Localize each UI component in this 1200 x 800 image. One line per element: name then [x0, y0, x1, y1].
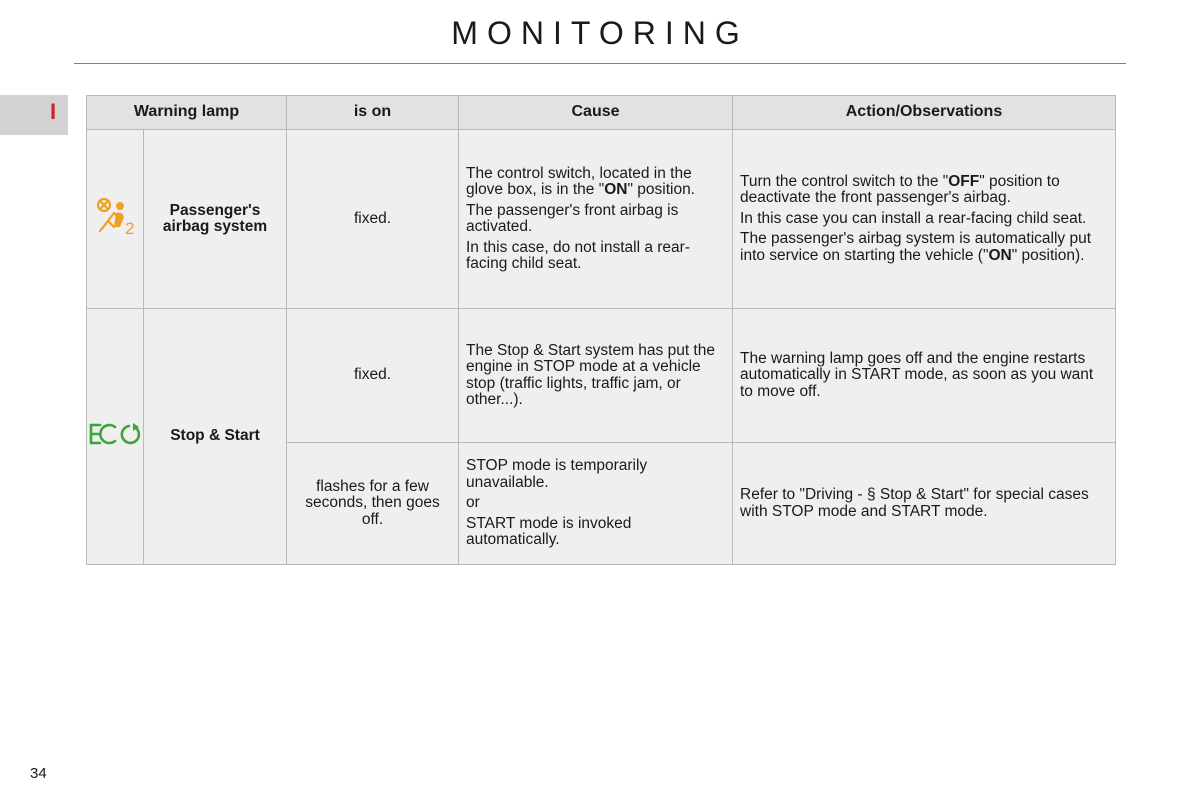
- cause-airbag-p1: The control switch, located in the glove box, is in the "ON" position.: [466, 164, 695, 198]
- cause-stop-start-flashes: [459, 443, 733, 565]
- cause-stop-start-flashes-p2: or: [466, 494, 480, 512]
- eco-icon: [88, 422, 142, 446]
- passenger-airbag-off-icon: [94, 197, 136, 237]
- column-header-cause: Cause: [459, 96, 733, 130]
- page-title: MONITORING: [451, 15, 749, 51]
- action-airbag-p1: Turn the control switch to the "OFF" position to deactivate the front passenger's airbag.: [740, 172, 1060, 207]
- airbag-icon-cell: [87, 130, 144, 309]
- table-header-row: [87, 96, 1116, 130]
- lamp-name-stop-start: Stop & Start: [144, 309, 287, 565]
- cause-airbag-p2: The passenger's front airbag is activated.: [466, 201, 679, 235]
- cause-stop-start-fixed-text: The Stop & Start system has put the engine in STOP mode at a vehicle stop (traffic lights, traffic jam, or other...).: [466, 341, 715, 408]
- warning-lamp-table: [86, 95, 1116, 565]
- action-stop-start-fixed: [733, 309, 1116, 443]
- cause-airbag-p3: In this case, do not install a rear-facing child seat.: [466, 238, 691, 272]
- chapter-tab[interactable]: [0, 95, 68, 135]
- cause-stop-start-flashes-p1: STOP mode is temporarily unavailable.: [466, 457, 648, 491]
- is-on-stop-start-fixed: fixed.: [287, 309, 459, 443]
- table-row-stop-start-fixed: [87, 309, 1116, 443]
- chapter-tab-label: I: [50, 99, 57, 124]
- action-stop-start-flashes-text: Refer to "Driving - § Stop & Start" for special cases with STOP mode and START mode.: [740, 486, 1089, 520]
- column-header-warning-lamp: Warning lamp: [87, 96, 287, 130]
- action-airbag-p3: The passenger's airbag system is automatically put into service on starting the vehicle ("ON" position).: [740, 230, 1092, 264]
- action-airbag-p2: In this case you can install a rear-facing child seat.: [740, 209, 1087, 227]
- column-header-action: Action/Observations: [733, 96, 1116, 130]
- is-on-airbag: fixed.: [287, 130, 459, 309]
- is-on-stop-start-flashes: flashes for a few seconds, then goes off.: [287, 443, 459, 565]
- lamp-name-passenger-airbag: Passenger's airbag system: [144, 130, 287, 309]
- action-airbag: [733, 130, 1116, 309]
- table-row-passenger-airbag: [87, 130, 1116, 309]
- action-stop-start-fixed-text: The warning lamp goes off and the engine restarts automatically in START mode, as soon as you want to move off.: [740, 349, 1094, 400]
- page-number: 34: [30, 765, 47, 782]
- column-header-is-on: is on: [287, 96, 459, 130]
- title-divider: [74, 63, 1126, 64]
- cause-airbag: [459, 130, 733, 309]
- stop-start-icon-cell: [87, 309, 144, 565]
- action-stop-start-flashes: [733, 443, 1116, 565]
- cause-stop-start-flashes-p3: START mode is invoked automatically.: [466, 514, 632, 549]
- svg-text:2: 2: [125, 218, 135, 237]
- cause-stop-start-fixed: [459, 309, 733, 443]
